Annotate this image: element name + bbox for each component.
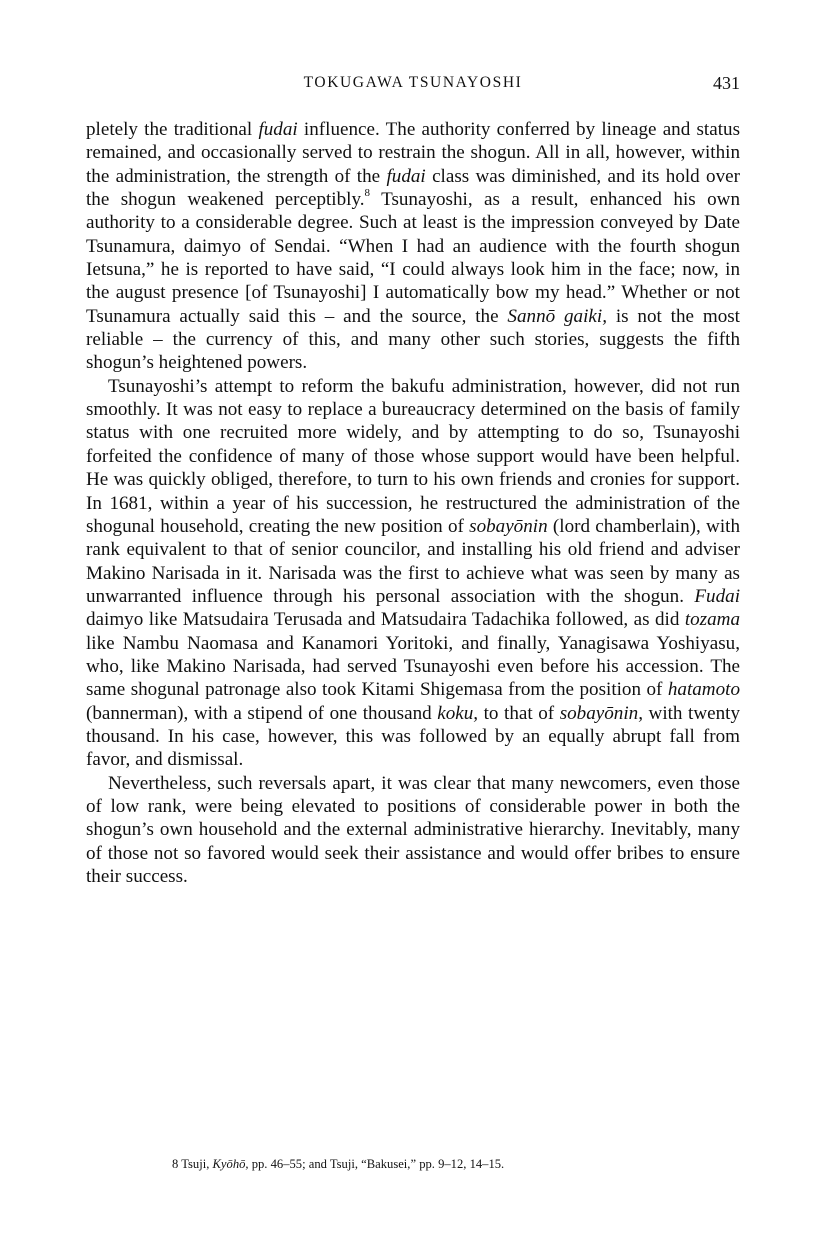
- text-run: pp. 46–55; and Tsuji, “Bakusei,” pp. 9–12, 14–15.: [248, 1157, 505, 1171]
- text-run: Tsuji,: [178, 1157, 213, 1171]
- text-run: (lord chamberlain), with rank equivalent to that of senior councilor, and installing his old friend and adviser Makino Narisada in it. Narisada was the first to achieve what was seen by many as unwarranted influence through his personal association with the shogun.: [86, 515, 740, 607]
- text-run: Nevertheless, such reversals apart, it was clear that many newcomers, even those of low rank, were being elevated to positions of considerable power in both the shogun’s own household and the external administrative hierarchy. Inevitably, many of those not so favored would seek their assistance and would offer bribes to ensure their success.: [86, 772, 740, 887]
- italic-term: sobayōnin: [469, 515, 548, 537]
- text-run: class was diminished, and its hold over the shogun weakened perceptibly.: [86, 165, 740, 211]
- text-run: daimyo like Matsudaira Terusada and Matsudaira Tadachika followed, as did: [86, 609, 685, 631]
- text-run: (bannerman), with a stipend of one thousand: [86, 702, 438, 724]
- footnote-marker: 8: [364, 186, 371, 199]
- paragraph-1: [86, 118, 740, 375]
- italic-term: Sannō gaiki,: [507, 305, 607, 327]
- italic-term: sobayōnin,: [559, 702, 643, 724]
- page-number: 431: [713, 73, 740, 93]
- italic-term: hatamoto: [667, 679, 740, 701]
- footnote-number: 8: [172, 1157, 179, 1171]
- text-run: like Nambu Naomasa and Kanamori Yoritoki, and finally, Yanagisawa Yoshiyasu, who, like Makino Narisada, had served Tsunayoshi even before his accession. The same shogunal patronage also took Kitami Shigemasa from the position of: [86, 632, 740, 701]
- italic-term: Fudai: [694, 585, 740, 607]
- text-run: Tsunayoshi’s attempt to reform the bakufu administration, however, did not run smoothly. It was not easy to replace a bureaucracy determined on the basis of family status with one recruited more widely, and by attempting to do so, Tsunayoshi forfeited the confidence of many of those whose support would have been helpful. He was quickly obliged, therefore, to turn to his own friends and cronies for support. In 1681, within a year of his succession, he restructured the administration of the shogunal household, creating the new position of: [86, 375, 740, 537]
- text-run: Tsunayoshi, as a result, enhanced his own authority to a considerable degree. Such at least is the impression conveyed by Date Tsunamura, daimyo of Sendai. “When I had an audience with the fourth shogun Ietsuna,” he is reported to have said, “I could always look him in the face; now, in the august presence [of Tsunayoshi] I automatically bow my head.” Whether or not Tsunamura actually said this – and the source, the: [86, 189, 740, 327]
- italic-term: koku,: [437, 702, 479, 724]
- body-text: [86, 118, 740, 888]
- italic-term: fudai: [258, 119, 298, 140]
- footnote: [172, 1157, 504, 1172]
- text-run: to that of: [478, 702, 560, 724]
- text-run: pletely the traditional: [86, 119, 259, 140]
- paragraph-2: [86, 375, 740, 772]
- text-run: influence. The authority conferred by lineage and status remained, and occasionally served to restrain the shogun. All in all, however, within the administration, the strength of the: [86, 119, 740, 187]
- italic-term: fudai: [386, 165, 426, 187]
- page-header: [86, 73, 740, 97]
- text-run: is not the most reliable – the currency of this, and many other such stories, suggests the fifth shogun’s heightened powers.: [86, 305, 740, 374]
- italic-term: tozama: [684, 609, 740, 631]
- running-head: TOKUGAWA TSUNAYOSHI: [303, 74, 523, 91]
- italic-term: Kyōhō,: [212, 1157, 249, 1171]
- text-run: with twenty thousand. In his case, however, this was followed by an equally abrupt fall from favor, and dismissal.: [86, 702, 741, 771]
- paragraph-3: [86, 772, 740, 889]
